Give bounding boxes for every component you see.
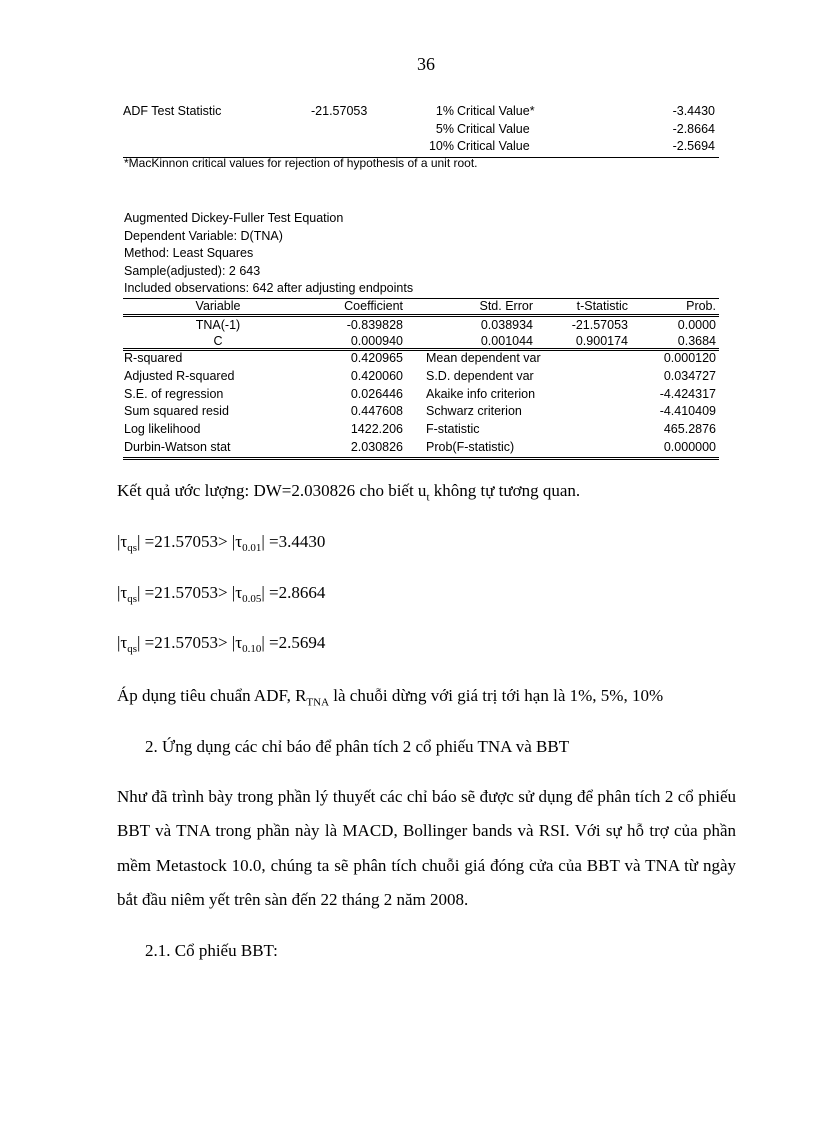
cv-pct: 5%: [435, 122, 454, 136]
result-text: Kết quả ước lượng: DW=2.030826 cho biết u: [117, 481, 427, 500]
result-tail: không tự tương quan.: [429, 481, 581, 500]
sample: Sample(adjusted): 2 643: [124, 263, 261, 278]
stat-label: Log likelihood: [124, 422, 201, 436]
stat-label: R-squared: [124, 351, 183, 365]
equation-info: [124, 210, 413, 298]
section-heading-2-1: 2.1. Cổ phiếu BBT:: [145, 941, 278, 960]
stats-row: [123, 369, 719, 386]
stats-row: [123, 404, 719, 421]
table-row: [123, 318, 719, 335]
stat-label: F-statistic: [426, 422, 480, 436]
cell-variable: C: [213, 334, 223, 348]
adf-row-5pct: [123, 122, 719, 138]
page-number: 36: [417, 54, 435, 74]
stat-label: Prob(F-statistic): [426, 440, 515, 454]
stat-value: 0.447608: [350, 404, 403, 418]
cell-std-error: 0.038934: [480, 318, 533, 332]
cv-value: -2.8664: [672, 122, 715, 136]
cv-label: Critical Value: [457, 139, 530, 153]
section-heading-2: 2. Ứng dụng các chỉ báo để phân tích 2 cổ phiếu TNA và BBT: [145, 737, 570, 756]
stat-value: 2.030826: [350, 440, 403, 454]
stat-label: Sum squared resid: [124, 404, 229, 418]
stat-label: Schwarz criterion: [426, 404, 522, 418]
cv-pct: 1%: [435, 104, 454, 118]
body-paragraph: Như đã trình bày trong phần lý thuyết các chỉ báo sẽ được sử dụng để phân tích 2 cổ phiếu BBT và TNA trong phần này là MACD, Bollinger bands và RSI. Với sự hỗ trợ của phần mềm Metastock 10.0, chúng ta sẽ phân tích chuỗi giá đóng cửa của BBT và TNA từ ngày bắt đầu niêm yết trên sàn đến 22 tháng 2 năm 2008.: [117, 787, 736, 909]
cv-value: -3.4430: [672, 104, 715, 118]
cv-value: -2.5694: [672, 139, 715, 153]
stat-value: -4.410409: [659, 404, 716, 418]
table-bottom-rule: [123, 457, 719, 460]
result-subscript: t: [426, 491, 430, 504]
adf-row-1pct: [123, 104, 719, 120]
result-sentence: [117, 481, 580, 503]
stat-value: 0.026446: [350, 387, 403, 401]
stats-row: [123, 351, 719, 368]
cell-variable: TNA(-1): [195, 318, 241, 332]
adf-statistic: -21.57053: [311, 104, 368, 118]
method: Method: Least Squares: [124, 246, 254, 261]
header-coefficient: Coefficient: [344, 299, 403, 313]
adf-label: ADF Test Statistic: [123, 104, 222, 118]
header-t-statistic: t-Statistic: [576, 299, 628, 313]
stat-label: Akaike info criterion: [426, 387, 536, 401]
dependent-variable: Dependent Variable: D(TNA): [124, 228, 283, 243]
header-std-error: Std. Error: [479, 299, 533, 313]
stat-value: 0.000000: [663, 440, 716, 454]
stats-row: [123, 422, 719, 439]
stat-value: 465.2876: [663, 422, 716, 436]
cell-prob: 0.3684: [677, 334, 716, 348]
stats-row: [123, 387, 719, 404]
cell-coefficient: -0.839828: [346, 318, 403, 332]
stat-label: Durbin-Watson stat: [124, 440, 231, 454]
cell-prob: 0.0000: [677, 318, 716, 332]
stat-value: 0.420965: [350, 351, 403, 365]
header-variable: Variable: [195, 299, 241, 313]
stat-value: 0.034727: [663, 369, 716, 383]
header-double-rule: [123, 314, 719, 317]
stat-value: 1422.206: [350, 422, 403, 436]
equation-title: Augmented Dickey-Fuller Test Equation: [124, 211, 344, 225]
stat-label: Adjusted R-squared: [124, 369, 235, 383]
header-prob: Prob.: [686, 299, 716, 313]
tau-comparison-5pct: $|\tau_{qs}| =21.57053> |\tau_{0.05}| =2.8664$: [117, 583, 326, 605]
cell-t-statistic: 0.900174: [575, 334, 628, 348]
adf-conclusion: Áp dụng tiêu chuẩn ADF, $R_{TNA}$ là chuỗi dừng với giá trị tới hạn là 1%, 5%, 10%: [117, 686, 664, 709]
cell-coefficient: 0.000940: [350, 334, 403, 348]
stat-value: -4.424317: [659, 387, 716, 401]
tau-comparison-1pct: $|\tau_{qs}| =21.57053> |\tau_{0.01}| =3.4430$: [117, 532, 326, 554]
included-observations: Included observations: 642 after adjusting endpoints: [124, 281, 414, 296]
stat-value: 0.420060: [350, 369, 403, 383]
stat-label: S.E. of regression: [124, 387, 224, 401]
cv-label: Critical Value*: [457, 104, 535, 118]
stats-row: [123, 440, 719, 457]
stat-label: Mean dependent var: [426, 351, 541, 365]
stat-label: S.D. dependent var: [426, 369, 534, 383]
cv-pct: 10%: [428, 139, 454, 153]
stat-value: 0.000120: [663, 351, 716, 365]
cell-std-error: 0.001044: [480, 334, 533, 348]
adf-row-10pct: [123, 139, 719, 155]
cv-label: Critical Value: [457, 122, 530, 136]
tau-comparison-10pct: $|\tau_{qs}| =21.57053> |\tau_{0.10}| =2.5694$: [117, 633, 326, 655]
cell-t-statistic: -21.57053: [571, 318, 628, 332]
adf-footnote: *MacKinnon critical values for rejection of hypothesis of a unit root.: [124, 156, 478, 170]
